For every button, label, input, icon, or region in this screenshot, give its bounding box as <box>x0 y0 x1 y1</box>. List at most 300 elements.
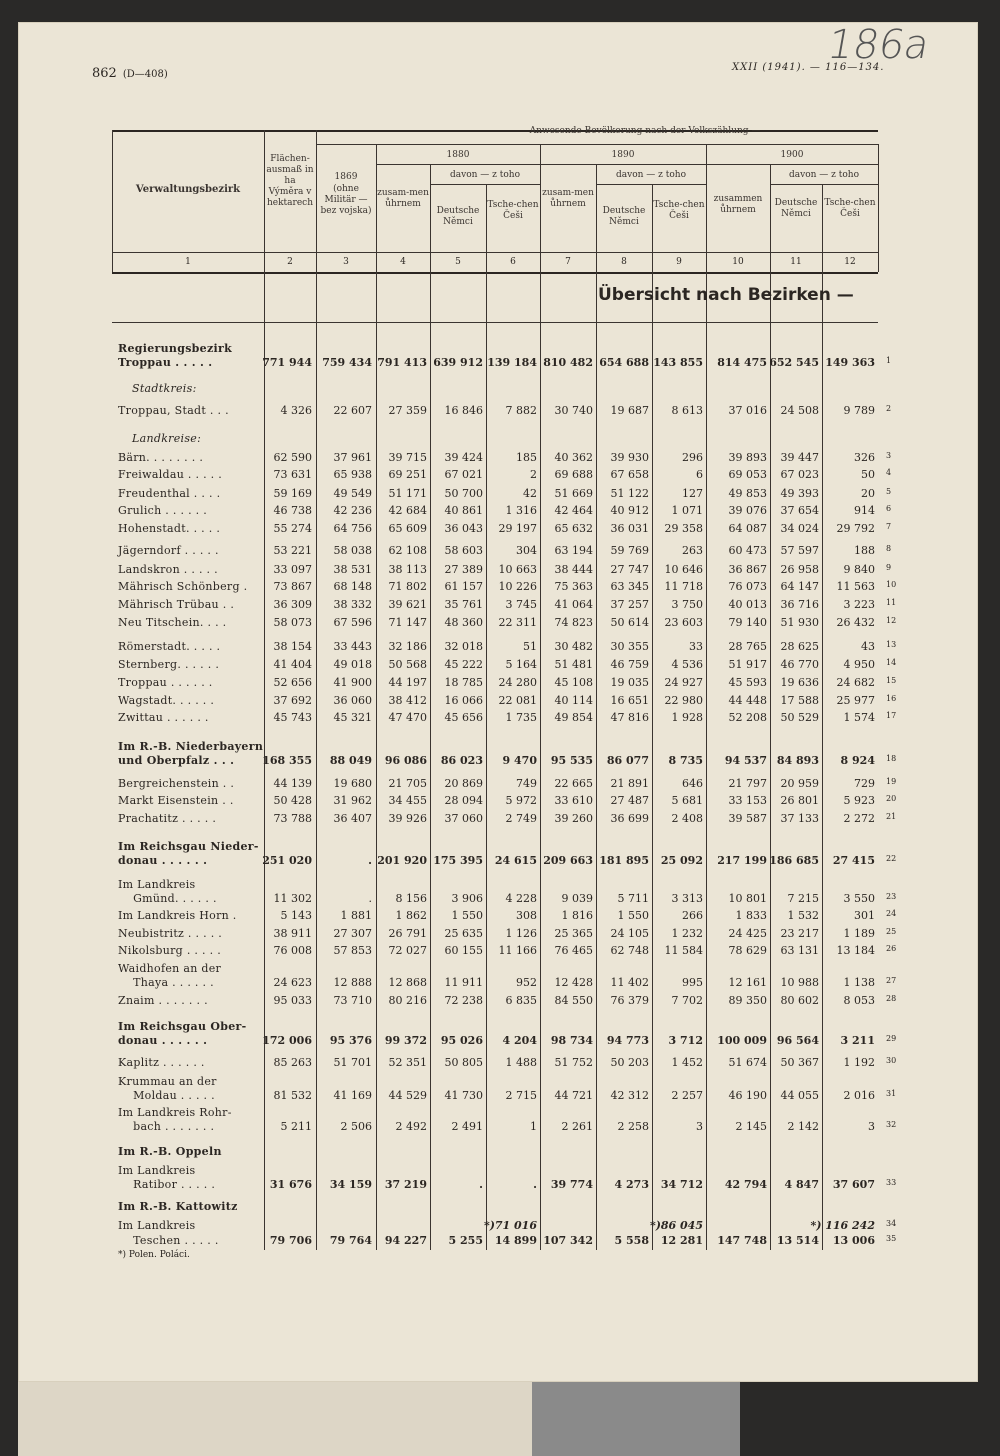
row-number: 15 <box>886 676 897 685</box>
row-label: Neubistritz . . . . . <box>118 927 223 940</box>
table-cell: 58 603 <box>444 544 483 557</box>
col-divider <box>770 164 771 1250</box>
row-label: Nikolsburg . . . . . <box>118 944 221 957</box>
table-cell: 3 <box>868 1120 875 1133</box>
header-rule <box>430 184 540 185</box>
table-cell: 27 415 <box>832 854 875 867</box>
table-cell: 4 847 <box>784 1178 819 1191</box>
table-cell: 39 774 <box>550 1178 593 1191</box>
column-number: 8 <box>621 257 627 267</box>
table-cell: 149 363 <box>825 356 875 369</box>
table-cell: 1 316 <box>505 504 537 517</box>
table-cell: 11 911 <box>444 976 483 989</box>
row-number: 2 <box>886 404 892 413</box>
row-number: 28 <box>886 994 897 1003</box>
section-rule <box>112 322 878 323</box>
row-label: Stadtkreis: <box>132 382 197 395</box>
table-cell: 304 <box>516 544 537 557</box>
table-cell: 28 094 <box>444 794 483 807</box>
page-code: (D—408) <box>122 69 168 80</box>
row-number: 16 <box>886 694 897 703</box>
table-cell: 46 190 <box>728 1089 767 1102</box>
table-cell: 44 721 <box>554 1089 593 1102</box>
table-cell: 11 166 <box>498 944 537 957</box>
table-cell: 50 428 <box>273 794 312 807</box>
table-cell: 4 950 <box>843 658 875 671</box>
table-cell: 2 408 <box>671 812 703 825</box>
row-number: 34 <box>886 1219 897 1228</box>
table-cell: 71 802 <box>388 580 427 593</box>
table-cell: 34 024 <box>780 522 819 535</box>
sheet-bottom-edge <box>18 1382 532 1456</box>
table-cell: 1 126 <box>505 927 537 940</box>
header-deutsche-1890: Deutsche Němci <box>602 206 646 227</box>
table-cell: 81 532 <box>273 1089 312 1102</box>
table-cell: 9 039 <box>561 892 593 905</box>
table-cell: 28 765 <box>728 640 767 653</box>
row-label: Regierungsbezirk <box>118 342 233 355</box>
header-total-1890: zusam-men ůhrnem <box>542 188 594 209</box>
row-label: Thaya . . . . . . <box>118 976 214 989</box>
table-cell: 652 545 <box>769 356 819 369</box>
table-cell: 39 587 <box>728 812 767 825</box>
table-cell: 32 018 <box>444 640 483 653</box>
table-cell: 639 912 <box>433 356 483 369</box>
table-cell: 27 747 <box>610 563 649 576</box>
table-cell: 73 788 <box>273 812 312 825</box>
table-cell: 26 791 <box>388 927 427 940</box>
row-label: und Oberpfalz . . . <box>118 754 235 767</box>
table-cell: 41 404 <box>273 658 312 671</box>
table-cell: 38 444 <box>554 563 593 576</box>
table-cell: 33 153 <box>728 794 767 807</box>
table-cell: 57 597 <box>780 544 819 557</box>
table-cell: 51 122 <box>610 487 649 500</box>
table-cell: 37 133 <box>780 812 819 825</box>
table-cell: 1 574 <box>843 711 875 724</box>
table-cell: 51 481 <box>554 658 593 671</box>
row-label: Prachatitz . . . . . <box>118 812 217 825</box>
table-cell: 7 702 <box>671 994 703 1007</box>
table-cell: 20 869 <box>444 777 483 790</box>
table-cell: 10 663 <box>498 563 537 576</box>
table-cell: 6 <box>696 468 703 481</box>
table-cell: 72 238 <box>444 994 483 1007</box>
table-cell: 33 610 <box>554 794 593 807</box>
table-cell: 251 020 <box>262 854 312 867</box>
table-cell: 67 658 <box>610 468 649 481</box>
row-label: Bergreichenstein . . <box>118 777 235 790</box>
row-label: Troppau, Stadt . . . <box>118 404 229 417</box>
table-cell: 94 227 <box>384 1234 427 1247</box>
row-label: Zwittau . . . . . . <box>118 711 209 724</box>
table-cell: 2 145 <box>735 1120 767 1133</box>
table-cell: 729 <box>854 777 875 790</box>
row-label: donau . . . . . . <box>118 854 208 867</box>
row-label: Freiwaldau . . . . . <box>118 468 223 481</box>
table-cell: 95 026 <box>440 1034 483 1047</box>
table-cell: 143 855 <box>653 356 703 369</box>
row-label: Waidhofen an der <box>118 962 222 975</box>
table-cell: 3 745 <box>505 598 537 611</box>
table-cell: 51 674 <box>728 1056 767 1069</box>
table-cell: 23 217 <box>780 927 819 940</box>
table-cell: 22 665 <box>554 777 593 790</box>
table-cell: 33 443 <box>333 640 372 653</box>
table-cell: 19 636 <box>780 676 819 689</box>
table-cell: 29 358 <box>664 522 703 535</box>
row-label: Neu Titschein. . . . <box>118 616 227 629</box>
row-label: bach . . . . . . . <box>118 1120 215 1133</box>
table-cell: 1 138 <box>843 976 875 989</box>
table-cell: 50 529 <box>780 711 819 724</box>
table-cell: 33 <box>689 640 703 653</box>
table-cell: 38 332 <box>333 598 372 611</box>
table-cell: 43 <box>861 640 875 653</box>
section-title: Übersicht nach Bezirken — <box>598 285 854 305</box>
table-cell: 29 197 <box>498 522 537 535</box>
table-cell: 40 013 <box>728 598 767 611</box>
table-cell: 10 988 <box>780 976 819 989</box>
table-cell: 175 395 <box>433 854 483 867</box>
row-label: Im Landkreis Rohr- <box>118 1106 232 1119</box>
table-cell: 6 835 <box>505 994 537 1007</box>
table-cell: 36 407 <box>333 812 372 825</box>
table-cell: 50 367 <box>780 1056 819 1069</box>
row-label: donau . . . . . . <box>118 1034 208 1047</box>
table-cell: 9 840 <box>843 563 875 576</box>
table-cell: 64 087 <box>728 522 767 535</box>
row-label: Wagstadt. . . . . . <box>118 694 215 707</box>
header-1880: 1880 <box>446 150 470 160</box>
table-cell: 181 895 <box>599 854 649 867</box>
table-cell: 39 260 <box>554 812 593 825</box>
table-cell: 791 413 <box>377 356 427 369</box>
table-cell: *) 116 242 <box>810 1219 875 1232</box>
table-cell: 1 <box>530 1120 537 1133</box>
table-cell: 5 558 <box>614 1234 649 1247</box>
table-cell: 2 492 <box>395 1120 427 1133</box>
table-cell: 168 355 <box>262 754 312 767</box>
table-cell: 21 705 <box>388 777 427 790</box>
table-cell: 45 656 <box>444 711 483 724</box>
table-cell: 16 651 <box>610 694 649 707</box>
table-cell: 995 <box>682 976 703 989</box>
table-cell: 33 097 <box>273 563 312 576</box>
table-cell: 46 738 <box>273 504 312 517</box>
table-cell: 1 232 <box>671 927 703 940</box>
table-cell: 39 926 <box>388 812 427 825</box>
row-label: Kaplitz . . . . . . <box>118 1056 205 1069</box>
table-cell: 27 389 <box>444 563 483 576</box>
table-cell: 76 073 <box>728 580 767 593</box>
table-cell: 25 635 <box>444 927 483 940</box>
table-cell: 2 257 <box>671 1089 703 1102</box>
column-number: 7 <box>565 257 571 267</box>
table-cell: 10 801 <box>728 892 767 905</box>
table-cell: 3 223 <box>843 598 875 611</box>
row-label: Im R.-B. Niederbayern <box>118 740 264 753</box>
table-cell: 36 060 <box>333 694 372 707</box>
row-number: 14 <box>886 658 897 667</box>
table-cell: 38 531 <box>333 563 372 576</box>
header-district: Verwaltungsbezirk <box>135 184 241 195</box>
table-cell: 44 139 <box>273 777 312 790</box>
table-cell: 64 147 <box>780 580 819 593</box>
table-cell: 36 309 <box>273 598 312 611</box>
table-cell: 5 143 <box>280 909 312 922</box>
table-cell: 53 221 <box>273 544 312 557</box>
table-cell: 42 684 <box>388 504 427 517</box>
header-deutsche-1880: Deutsche Němci <box>436 206 480 227</box>
table-cell: 49 549 <box>333 487 372 500</box>
table-cell: 37 016 <box>728 404 767 417</box>
table-cell: 42 794 <box>724 1178 767 1191</box>
table-cell: 36 043 <box>444 522 483 535</box>
table-cell: 60 473 <box>728 544 767 557</box>
table-cell: 62 748 <box>610 944 649 957</box>
row-number: 12 <box>886 616 897 625</box>
table-cell: 40 861 <box>444 504 483 517</box>
table-cell: 1 862 <box>395 909 427 922</box>
table-cell: 39 893 <box>728 451 767 464</box>
row-label: Markt Eisenstein . . <box>118 794 234 807</box>
table-cell: 3 906 <box>451 892 483 905</box>
column-number: 12 <box>844 257 856 267</box>
table-cell: 59 169 <box>273 487 312 500</box>
col-divider <box>486 184 487 1250</box>
table-cell: 2 272 <box>843 812 875 825</box>
table-cell: 12 868 <box>388 976 427 989</box>
table-cell: 810 482 <box>543 356 593 369</box>
page-reference: XXII (1941). — 116—134. <box>732 62 885 73</box>
table-cell: 25 977 <box>836 694 875 707</box>
table-cell: 5 711 <box>617 892 649 905</box>
col-divider <box>376 144 377 1250</box>
table-cell: 127 <box>682 487 703 500</box>
table-cell: 24 682 <box>836 676 875 689</box>
table-cell: 30 740 <box>554 404 593 417</box>
header-total-1900: zusammen ůhrnem <box>713 194 763 215</box>
table-cell: 84 550 <box>554 994 593 1007</box>
table-cell: 24 425 <box>728 927 767 940</box>
table-cell: 914 <box>854 504 875 517</box>
table-cell: 4 228 <box>505 892 537 905</box>
table-cell: 42 312 <box>610 1089 649 1102</box>
row-number: 32 <box>886 1120 897 1129</box>
table-cell: 72 027 <box>388 944 427 957</box>
table-cell: 9 789 <box>843 404 875 417</box>
table-cell: 8 053 <box>843 994 875 1007</box>
table-cell: 22 311 <box>498 616 537 629</box>
table-cell: 8 613 <box>671 404 703 417</box>
table-cell: 5 972 <box>505 794 537 807</box>
table-cell: 100 009 <box>717 1034 767 1047</box>
row-label: Gmünd. . . . . . <box>118 892 217 905</box>
table-cell: 1 532 <box>787 909 819 922</box>
table-cell: 80 602 <box>780 994 819 1007</box>
table-cell: 24 508 <box>780 404 819 417</box>
table-cell: 34 159 <box>329 1178 372 1191</box>
row-label: Im R.-B. Oppeln <box>118 1145 222 1158</box>
table-cell: 13 006 <box>832 1234 875 1247</box>
header-tschechen-1880: Tsche-chen Češi <box>487 200 539 221</box>
table-cell: 40 912 <box>610 504 649 517</box>
table-cell: 11 563 <box>836 580 875 593</box>
table-cell: 4 204 <box>502 1034 537 1047</box>
table-cell: 96 086 <box>384 754 427 767</box>
header-1869: 1869 <box>334 172 358 182</box>
table-cell: 37 692 <box>273 694 312 707</box>
table-cell: 80 216 <box>388 994 427 1007</box>
table-cell: 326 <box>854 451 875 464</box>
row-number: 29 <box>886 1034 897 1043</box>
table-cell: 3 550 <box>843 892 875 905</box>
row-number: 7 <box>886 522 892 531</box>
table-cell: 49 018 <box>333 658 372 671</box>
table-cell: 59 769 <box>610 544 649 557</box>
column-number: 3 <box>343 257 349 267</box>
header-tschechen-1900: Tsche-chen Češi <box>824 198 876 219</box>
table-cell: 36 699 <box>610 812 649 825</box>
header-rule <box>316 144 878 145</box>
col-divider <box>112 130 113 272</box>
table-cell: 67 021 <box>444 468 483 481</box>
table-cell: 51 930 <box>780 616 819 629</box>
table-cell: 45 593 <box>728 676 767 689</box>
table-cell: 5 255 <box>448 1234 483 1247</box>
table-cell: 2 506 <box>340 1120 372 1133</box>
col-divider <box>822 184 823 1250</box>
table-cell: 4 273 <box>614 1178 649 1191</box>
table-cell: 42 236 <box>333 504 372 517</box>
header-1890: 1890 <box>611 150 635 160</box>
table-cell: 73 631 <box>273 468 312 481</box>
table-cell: 1 881 <box>340 909 372 922</box>
table-cell: 20 959 <box>780 777 819 790</box>
table-cell: 18 785 <box>444 676 483 689</box>
table-cell: 49 853 <box>728 487 767 500</box>
table-cell: 64 756 <box>333 522 372 535</box>
table-cell: 654 688 <box>599 356 649 369</box>
table-cell: 74 823 <box>554 616 593 629</box>
table-cell: 51 917 <box>728 658 767 671</box>
table-cell: 266 <box>682 909 703 922</box>
header-rule <box>770 184 878 185</box>
table-cell: 51 669 <box>554 487 593 500</box>
table-cell: 71 147 <box>388 616 427 629</box>
row-label: Im Landkreis Horn . <box>118 909 237 922</box>
table-cell: 52 208 <box>728 711 767 724</box>
row-number: 35 <box>886 1234 897 1243</box>
column-number: 10 <box>732 257 744 267</box>
table-cell: 78 629 <box>728 944 767 957</box>
table-cell: 10 226 <box>498 580 537 593</box>
col-divider <box>430 164 431 1250</box>
table-cell: 40 362 <box>554 451 593 464</box>
table-cell: 48 360 <box>444 616 483 629</box>
table-cell: 40 114 <box>554 694 593 707</box>
table-cell: 49 393 <box>780 487 819 500</box>
table-cell: 26 432 <box>836 616 875 629</box>
table-cell: 50 805 <box>444 1056 483 1069</box>
table-cell: 771 944 <box>262 356 312 369</box>
table-cell: 63 194 <box>554 544 593 557</box>
handwritten-page-note: 186a <box>823 22 933 68</box>
footnote: *) Polen. Poláci. <box>118 1250 190 1260</box>
table-cell: 107 342 <box>543 1234 593 1247</box>
table-cell: 47 470 <box>388 711 427 724</box>
table-cell: 22 980 <box>664 694 703 707</box>
table-cell: 79 140 <box>728 616 767 629</box>
table-cell: 24 615 <box>494 854 537 867</box>
column-number: 6 <box>510 257 516 267</box>
table-cell: *)86 045 <box>649 1219 703 1232</box>
table-cell: 17 588 <box>780 694 819 707</box>
table-cell: 46 759 <box>610 658 649 671</box>
table-cell: 22 607 <box>333 404 372 417</box>
table-cell: 50 700 <box>444 487 483 500</box>
table-cell: 45 743 <box>273 711 312 724</box>
table-cell: 12 888 <box>333 976 372 989</box>
table-cell: 55 274 <box>273 522 312 535</box>
table-cell: 26 958 <box>780 563 819 576</box>
table-cell: 2 016 <box>843 1089 875 1102</box>
row-number: 3 <box>886 451 892 460</box>
table-cell: 24 280 <box>498 676 537 689</box>
header-tschechen-1890: Tsche-chen Češi <box>653 200 705 221</box>
row-number: 24 <box>886 909 897 918</box>
table-cell: 30 355 <box>610 640 649 653</box>
table-cell: 19 035 <box>610 676 649 689</box>
table-cell: 52 656 <box>273 676 312 689</box>
table-cell: 60 155 <box>444 944 483 957</box>
row-number: 18 <box>886 754 897 763</box>
table-cell: 13 184 <box>836 944 875 957</box>
table-cell: 1 928 <box>671 711 703 724</box>
table-cell: 50 <box>861 468 875 481</box>
table-cell: 27 487 <box>610 794 649 807</box>
table-cell: 37 219 <box>384 1178 427 1191</box>
row-number: 11 <box>886 598 897 607</box>
table-cell: 3 <box>696 1120 703 1133</box>
row-label: Landskron . . . . . <box>118 563 218 576</box>
table-cell: 44 197 <box>388 676 427 689</box>
table-cell: 11 302 <box>273 892 312 905</box>
row-number: 22 <box>886 854 897 863</box>
row-label: Grulich . . . . . . <box>118 504 208 517</box>
table-cell: 2 261 <box>561 1120 593 1133</box>
table-cell: 86 023 <box>440 754 483 767</box>
table-cell: 51 701 <box>333 1056 372 1069</box>
table-cell: 147 748 <box>717 1234 767 1247</box>
table-cell: 84 893 <box>776 754 819 767</box>
table-cell: 41 064 <box>554 598 593 611</box>
header-davon-1900: davon — z toho <box>788 170 859 180</box>
table-cell: 14 899 <box>494 1234 537 1247</box>
table-cell: 39 447 <box>780 451 819 464</box>
table-cell: 27 307 <box>333 927 372 940</box>
table-cell: 99 372 <box>384 1034 427 1047</box>
table-cell: 39 076 <box>728 504 767 517</box>
table-cell: 814 475 <box>717 356 767 369</box>
table-cell: 36 716 <box>780 598 819 611</box>
table-cell: 41 169 <box>333 1089 372 1102</box>
table-cell: 76 465 <box>554 944 593 957</box>
table-cell: 95 033 <box>273 994 312 1007</box>
table-cell: 89 350 <box>728 994 767 1007</box>
table-cell: 42 464 <box>554 504 593 517</box>
